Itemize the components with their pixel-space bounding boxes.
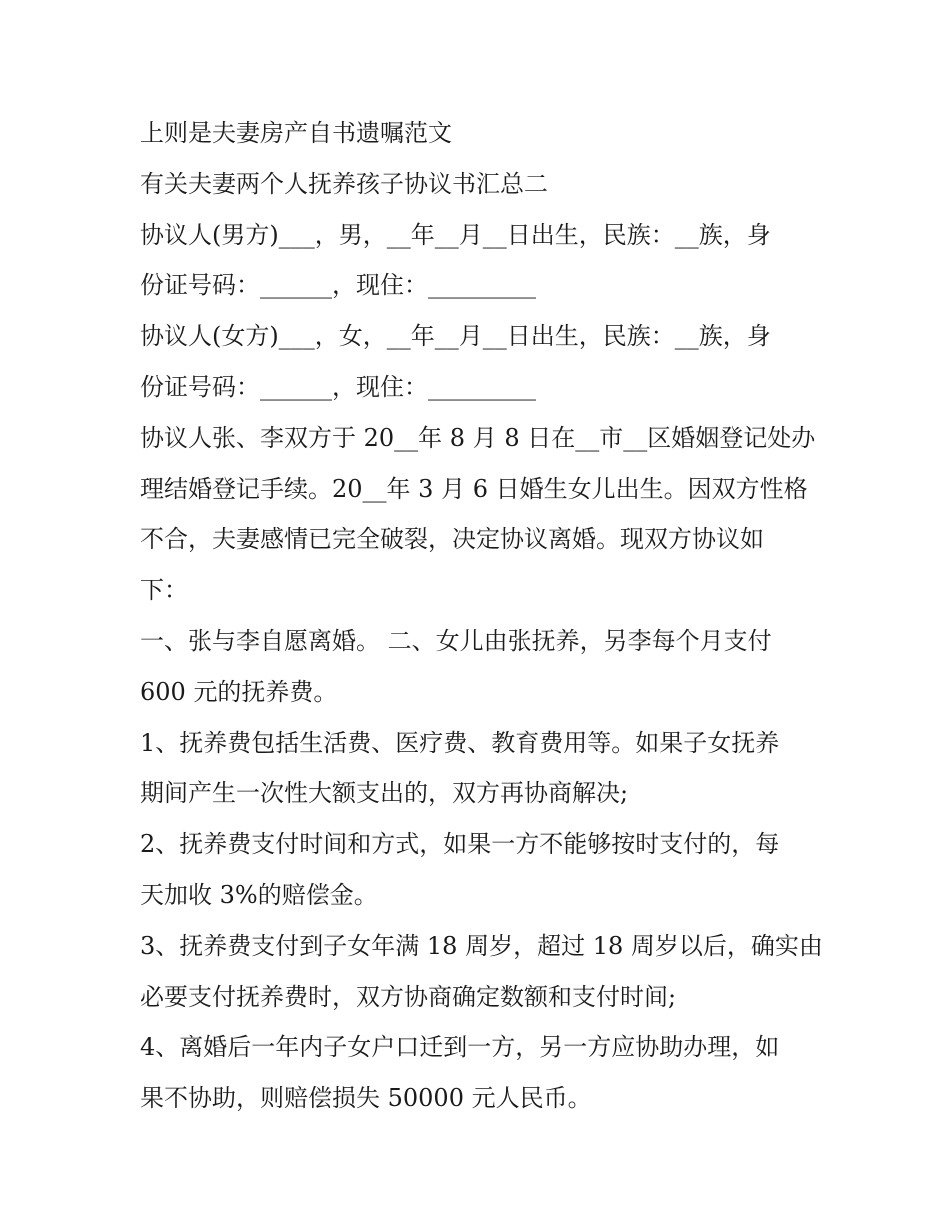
text-line: 天加收 3%的赔偿金。 <box>140 880 378 909</box>
text-line: 2、抚养费支付时间和方式，如果一方不能够按时支付的，每 <box>140 830 780 859</box>
text-line: 果不协助，则赔偿损失 50000 元人民币。 <box>140 1084 592 1113</box>
text-line: 不合，夫妻感情已完全破裂，决定协议离婚。现双方协议如 <box>140 525 764 554</box>
text-line: 1、抚养费包括生活费、医疗费、教育费用等。如果子女抚养 <box>140 728 780 757</box>
text-line: 一、张与李自愿离婚。 二、女儿由张抚养，另李每个月支付 <box>140 626 772 655</box>
text-line: 期间产生一次性大额支出的，双方再协商解决; <box>140 779 629 808</box>
text-line: 4、离婚后一年内子女户口迁到一方，另一方应协助办理，如 <box>140 1033 780 1062</box>
text-line: 份证号码：______，现住：_________ <box>140 271 536 300</box>
text-line: 协议人(男方)___，男，__年__月__日出生，民族：__族，身 <box>140 220 771 249</box>
document-body <box>140 108 823 1124</box>
text-line: 上则是夫妻房产自书遗嘱范文 <box>140 119 452 147</box>
text-line: 下： <box>140 576 188 605</box>
text-line: 有关夫妻两个人抚养孩子协议书汇总二 <box>140 169 548 198</box>
text-line: 理结婚登记手续。20__年 3 月 6 日婚生女儿出生。因双方性格 <box>140 474 808 503</box>
text-line: 协议人张、李双方于 20__年 8 月 8 日在__市__区婚姻登记处办 <box>140 423 816 452</box>
text-line: 3、抚养费支付到子女年满 18 周岁，超过 18 周岁以后，确实由 <box>140 931 823 960</box>
text-line: 协议人(女方)___，女，__年__月__日出生，民族：__族，身 <box>140 322 771 351</box>
text-line: 份证号码：______，现住：_________ <box>140 372 536 401</box>
text-line: 必要支付抚养费时，双方协商确定数额和支付时间; <box>140 982 677 1011</box>
text-line: 600 元的抚养费。 <box>140 677 338 706</box>
